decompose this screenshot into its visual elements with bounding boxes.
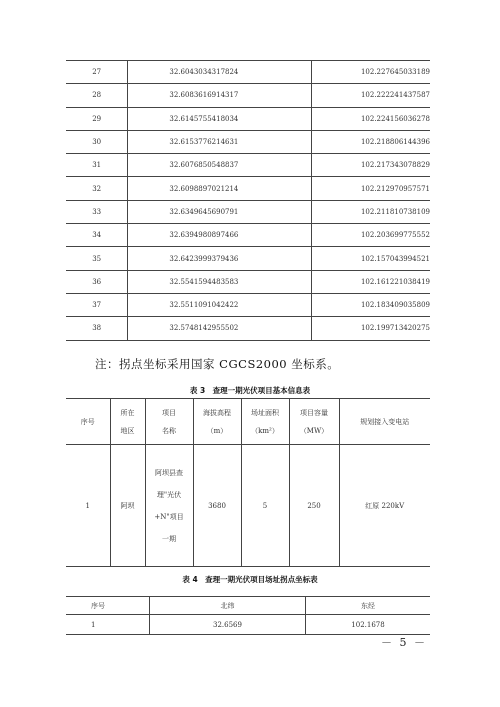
cell-longitude: 102.1678 [306, 615, 431, 635]
cell-no: 29 [66, 107, 128, 130]
cell-no: 38 [66, 317, 128, 340]
table-row [66, 177, 430, 200]
cell-longitude: 102.203699775552 [311, 224, 430, 247]
cell-latitude: 32.5511091042422 [128, 293, 312, 316]
cell-project-name: 阿坝县查 理"光伏 +N"项目 一期 [145, 445, 193, 567]
project-info-table [66, 398, 430, 567]
table-row [66, 130, 430, 153]
header-no: 序号 [66, 597, 150, 615]
table-row [66, 200, 430, 223]
cell-no: 27 [66, 61, 128, 84]
table-row [66, 615, 430, 635]
cell-longitude: 102.183409035809 [311, 293, 430, 316]
cell-longitude: 102.211810738109 [311, 200, 430, 223]
cell-substation: 红原 220kV [339, 445, 430, 567]
cell-no: 28 [66, 84, 128, 107]
table-row [66, 61, 430, 84]
page-number: － 5 － [381, 636, 427, 649]
cell-no: 36 [66, 270, 128, 293]
table4-caption: 表 4 查理一期光伏项目场址拐点坐标表 [182, 575, 318, 584]
header-longitude: 东经 [306, 597, 431, 615]
table-row [66, 107, 430, 130]
header-area: 所在 地区 [110, 399, 145, 445]
cell-no: 30 [66, 130, 128, 153]
cell-no: 37 [66, 293, 128, 316]
table3-header-row [66, 399, 430, 445]
cell-latitude: 32.6569 [150, 615, 306, 635]
cell-longitude: 102.217343078829 [311, 154, 430, 177]
cell-longitude: 102.199713420275 [311, 317, 430, 340]
cell-area: 阿坝 [110, 445, 145, 567]
coordinate-note: 注：拐点坐标采用国家 CGCS2000 坐标系。 [95, 357, 340, 371]
table4-header-row [66, 597, 430, 615]
header-site-area: 场址面积 （km²） [241, 399, 289, 445]
cell-longitude: 102.218806144396 [311, 130, 430, 153]
cell-latitude: 32.6043034317824 [128, 61, 312, 84]
cell-longitude: 102.212970957571 [311, 177, 430, 200]
cell-latitude: 32.5748142955502 [128, 317, 312, 340]
cell-latitude: 32.6098897021214 [128, 177, 312, 200]
cell-longitude: 102.161221038419 [311, 270, 430, 293]
table-row [66, 270, 430, 293]
cell-latitude: 32.6349645690791 [128, 200, 312, 223]
cell-no: 33 [66, 200, 128, 223]
cell-latitude: 32.6083616914317 [128, 84, 312, 107]
cell-latitude: 32.6423999379436 [128, 247, 312, 270]
cell-no: 32 [66, 177, 128, 200]
table-row [66, 247, 430, 270]
header-no: 序号 [66, 399, 110, 445]
cell-latitude: 32.6145755418034 [128, 107, 312, 130]
header-substation: 规划接入变电站 [339, 399, 430, 445]
cell-longitude: 102.224156036278 [311, 107, 430, 130]
header-latitude: 北纬 [150, 597, 306, 615]
table-row [66, 317, 430, 340]
cell-no: 1 [66, 615, 150, 635]
cell-no: 34 [66, 224, 128, 247]
cell-latitude: 32.6153776214631 [128, 130, 312, 153]
header-capacity: 项目容量 （MW） [289, 399, 339, 445]
cell-capacity: 250 [289, 445, 339, 567]
cell-site-area: 5 [241, 445, 289, 567]
header-project-name: 项目 名称 [145, 399, 193, 445]
table3-row [66, 445, 430, 567]
table-row [66, 293, 430, 316]
cell-no: 31 [66, 154, 128, 177]
coordinate-table [66, 60, 430, 341]
table-row [66, 224, 430, 247]
table-row [66, 154, 430, 177]
cell-no: 1 [66, 445, 110, 567]
cell-no: 35 [66, 247, 128, 270]
site-corner-coordinates-table [66, 596, 430, 635]
cell-latitude: 32.6394980897466 [128, 224, 312, 247]
table3-caption: 表 3 查理一期光伏项目基本信息表 [189, 386, 311, 395]
cell-longitude: 102.227645033189 [311, 61, 430, 84]
header-altitude: 海拔高程 （m） [193, 399, 241, 445]
cell-latitude: 32.6076850548837 [128, 154, 312, 177]
cell-latitude: 32.5541594483583 [128, 270, 312, 293]
cell-altitude: 3680 [193, 445, 241, 567]
cell-longitude: 102.157043994521 [311, 247, 430, 270]
cell-longitude: 102.222241437587 [311, 84, 430, 107]
table-row [66, 84, 430, 107]
